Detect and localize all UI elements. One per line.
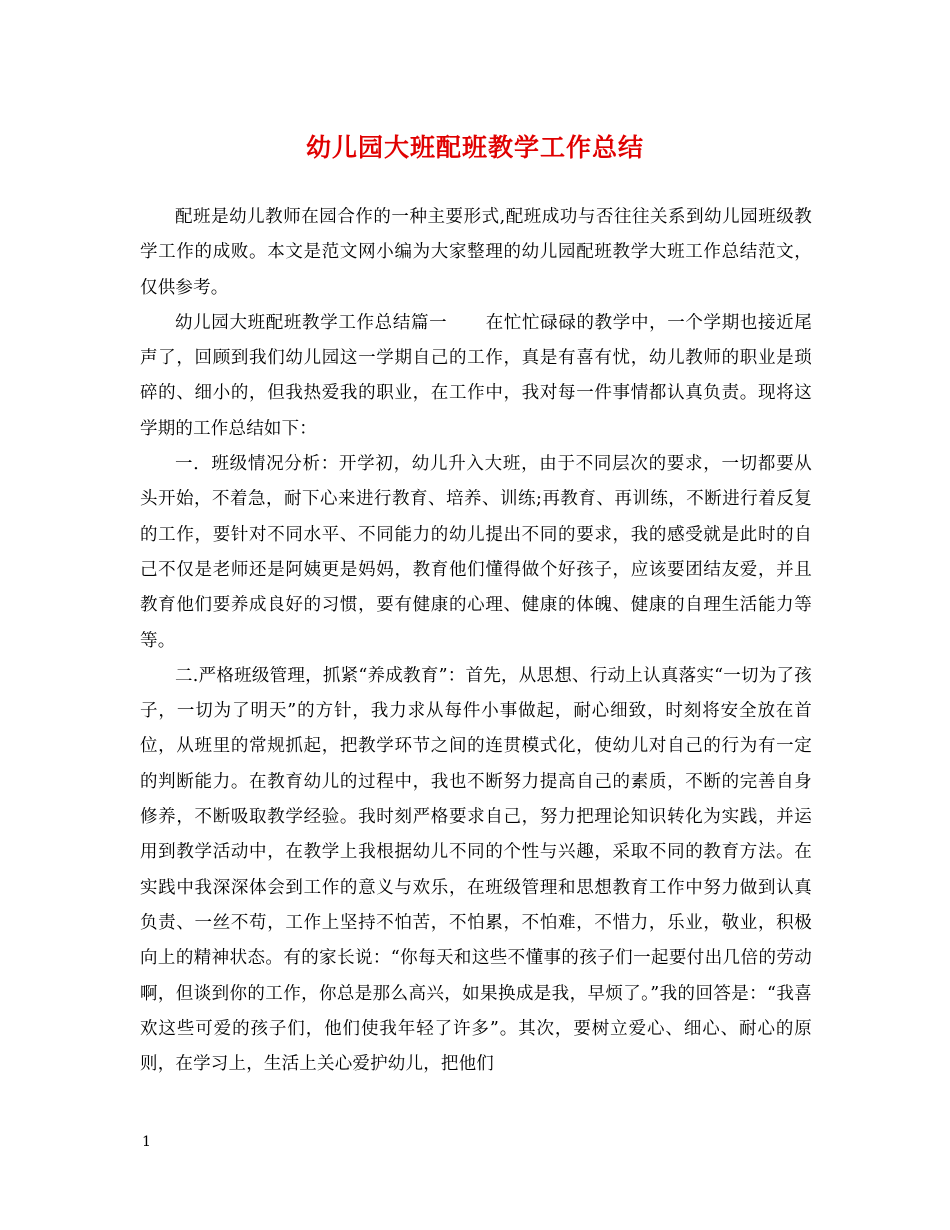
section-paragraph: [140, 306, 812, 447]
page-number: 1: [142, 1134, 151, 1150]
class-management-paragraph: 二.严格班级管理，抓紧“养成教育”：首先，从思想、行动上认真落实“一切为了孩子，一切为了明天”的方针，我力求从每件小事做起，耐心细致，时刻将安全放在首位，从班里的常规抓起，把教学环节之间的连贯模式化，使幼儿对自己的行为有一定的判断能力。在教育幼儿的过程中，我也不断努力提高自己的素质，不断的完善自身修养，不断吸取教学经验。我时刻严格要求自己，努力把理论知识转化为实践，并运用到教学活动中，在教学上我根据幼儿不同的个性与兴趣，采取不同的教育方法。在实践中我深深体会到工作的意义与欢乐，在班级管理和思想教育工作中努力做到认真负责、一丝不苟，工作上坚持不怕苦，不怕累，不怕难，不惜力，乐业，敬业，积极向上的精神状态。有的家长说：“你每天和这些不懂事的孩子们一起要付出几倍的劳动啊，但谈到你的工作，你总是那么高兴，如果换成是我，早烦了。”我的回答是：“我喜欢这些可爱的孩子们，他们使我年轻了许多”。其次，要树立爱心、细心、耐心的原则，在学习上，生活上关心爱护幼儿，把他们: [140, 665, 812, 1075]
section-heading: 幼儿园大班配班教学工作总结篇一: [175, 312, 448, 333]
section-opening-text: 在忙忙碌碌的教学中，一个学期也接近尾声了，回顾到我们幼儿园这一学期自己的工作，真是有喜有忧，幼儿教师的职业是琐碎的、细小的，但我热爱我的职业，在工作中，我对每一件事情都认真负责。现将这学期的工作总结如下：: [140, 312, 813, 439]
intro-paragraph: 配班是幼儿教师在园合作的一种主要形式,配班成功与否往往关系到幼儿园班级教学工作的成败。本文是范文网小编为大家整理的幼儿园配班教学大班工作总结范文，仅供参考。: [140, 207, 812, 298]
class-analysis-paragraph: 一．班级情况分析：开学初，幼儿升入大班，由于不同层次的要求，一切都要从头开始，不着急，耐下心来进行教育、培养、训练;再教育、再训练，不断进行着反复的工作，要针对不同水平、不同能力的幼儿提出不同的要求，我的感受就是此时的自己不仅是老师还是阿姨更是妈妈，教育他们懂得做个好孩子，应该要团结友爱，并且教育他们要养成良好的习惯，要有健康的心理、健康的体魄、健康的自理生活能力等等。: [140, 454, 812, 651]
page-title: 幼儿园大班配班教学工作总结: [305, 133, 644, 162]
document-body: [140, 200, 812, 1082]
